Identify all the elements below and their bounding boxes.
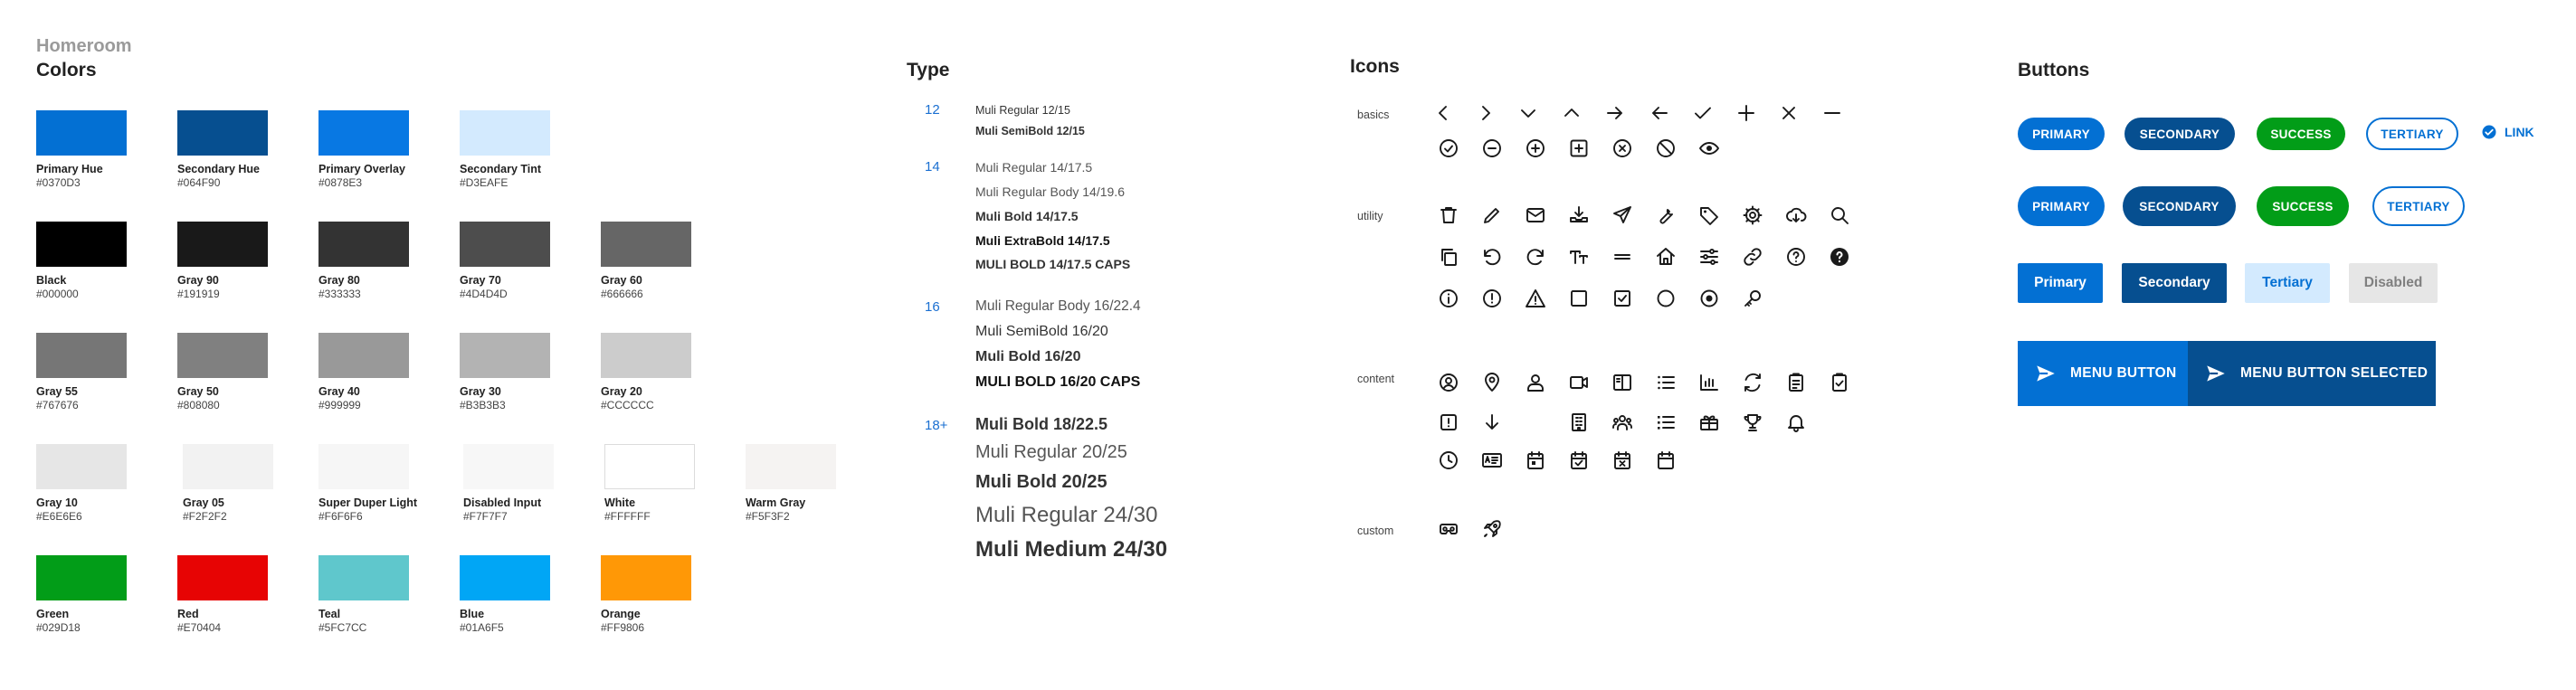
type-sample: Muli Bold 20/25 <box>975 472 1107 492</box>
icon-category-custom: custom <box>1357 525 1394 537</box>
list-icon <box>1655 372 1677 393</box>
color-chip <box>460 555 550 600</box>
clipboard-check-icon <box>1829 372 1850 393</box>
type-sample: Muli Regular 12/15 <box>975 104 1070 117</box>
color-hex: #F2F2F2 <box>183 510 227 523</box>
secondary-button[interactable]: Secondary <box>2122 263 2227 303</box>
color-chip <box>36 444 127 489</box>
plus-icon <box>1735 102 1757 124</box>
tertiary-pill-button[interactable]: TERTIARY <box>2366 118 2458 150</box>
color-name: Gray 80 <box>318 274 360 287</box>
color-chip <box>463 444 554 489</box>
color-name: Primary Hue <box>36 163 103 175</box>
check-icon <box>1692 102 1714 124</box>
pencil-icon <box>1481 204 1503 226</box>
color-hex: #F7F7F7 <box>463 510 508 523</box>
color-swatch <box>746 444 845 523</box>
primary-pill-button[interactable]: PRIMARY <box>2018 118 2105 150</box>
color-hex: #F5F3F2 <box>746 510 790 523</box>
color-hex: #FFFFFF <box>604 510 651 523</box>
colors-heading: Colors <box>36 60 97 80</box>
type-sample: MULI BOLD 16/20 CAPS <box>975 374 1141 390</box>
type-size-label: 18+ <box>925 418 948 433</box>
color-hex: #333333 <box>318 288 361 300</box>
color-name: Black <box>36 274 67 287</box>
success-pill-button[interactable]: SUCCESS <box>2257 118 2345 150</box>
color-chip <box>177 110 268 156</box>
type-sample: Muli SemiBold 16/20 <box>975 324 1108 339</box>
type-size-label: 16 <box>925 299 940 315</box>
color-swatch <box>177 555 277 634</box>
color-hex: #E70404 <box>177 621 222 634</box>
type-sample: Muli Regular 24/30 <box>975 503 1158 527</box>
color-hex: #E6E6E6 <box>36 510 82 523</box>
plus-square-icon <box>1568 137 1590 159</box>
color-chip <box>318 555 409 600</box>
color-hex: #0370D3 <box>36 176 81 189</box>
block-icon <box>1655 137 1677 159</box>
color-hex: #029D18 <box>36 621 81 634</box>
arrow-down-icon <box>1481 411 1503 433</box>
trash-icon <box>1438 204 1459 226</box>
color-name: Gray 05 <box>183 496 224 509</box>
type-sample: Muli Regular 20/25 <box>975 442 1127 462</box>
color-chip <box>460 333 550 378</box>
square-icon <box>1568 288 1590 309</box>
secondary-pill-button-large[interactable]: SECONDARY <box>2123 186 2236 226</box>
color-name: White <box>604 496 636 509</box>
color-swatch <box>36 444 136 523</box>
buttons-heading: Buttons <box>2018 60 2090 80</box>
gift-icon <box>1698 411 1720 433</box>
color-name: Gray 90 <box>177 274 219 287</box>
color-chip <box>318 222 409 267</box>
color-swatch <box>318 110 418 189</box>
sliders-icon <box>1698 246 1720 268</box>
type-sample: Muli Bold 14/17.5 <box>975 209 1079 223</box>
bell-icon <box>1785 411 1807 433</box>
list-bullets-icon <box>1655 411 1677 433</box>
color-hex: #808080 <box>177 399 220 411</box>
menu-button-selected[interactable] <box>2188 341 2436 406</box>
color-hex: #0878E3 <box>318 176 363 189</box>
color-hex: #000000 <box>36 288 79 300</box>
color-name: Super Duper Light <box>318 496 418 509</box>
type-sample: Muli Bold 16/20 <box>975 349 1081 364</box>
gear-icon <box>1742 204 1763 226</box>
color-swatch <box>183 444 282 523</box>
color-chip <box>601 333 691 378</box>
color-chip <box>36 222 127 267</box>
color-swatch <box>318 333 418 411</box>
brand-name: Homeroom <box>36 36 132 56</box>
clipboard-icon <box>1785 372 1807 393</box>
type-size-label: 12 <box>925 102 940 118</box>
color-hex: #B3B3B3 <box>460 399 506 411</box>
close-icon <box>1778 102 1800 124</box>
color-swatch <box>604 444 704 523</box>
success-pill-button-large[interactable]: SUCCESS <box>2257 186 2349 226</box>
tertiary-pill-button-large[interactable]: TERTIARY <box>2372 186 2465 226</box>
color-hex: #5FC7CC <box>318 621 367 634</box>
color-hex: #064F90 <box>177 176 221 189</box>
color-name: Warm Gray <box>746 496 806 509</box>
tag-icon <box>1698 204 1720 226</box>
color-swatch <box>36 333 136 411</box>
color-chip <box>36 333 127 378</box>
arrow-right-icon <box>1604 102 1626 124</box>
color-name: Gray 10 <box>36 496 78 509</box>
color-name: Secondary Tint <box>460 163 542 175</box>
color-name: Teal <box>318 608 341 620</box>
calendar-check-icon <box>1568 449 1590 471</box>
chevron-down-icon <box>1517 102 1539 124</box>
type-sample: Muli Regular Body 16/22.4 <box>975 298 1141 314</box>
color-swatch <box>36 555 136 634</box>
color-swatch <box>177 222 277 300</box>
color-chip <box>318 333 409 378</box>
color-hex: #4D4D4D <box>460 288 508 300</box>
group-icon <box>1611 411 1633 433</box>
link-button-label: LINK <box>2505 125 2534 139</box>
vr-headset-icon <box>1438 518 1459 540</box>
clock-icon <box>1438 449 1459 471</box>
type-sample: Muli Bold 18/22.5 <box>975 415 1108 433</box>
menu-button-label: MENU BUTTON <box>2070 365 2177 381</box>
menu-button[interactable] <box>2018 341 2188 406</box>
color-swatch <box>177 333 277 411</box>
icon-category-utility: utility <box>1357 210 1383 222</box>
color-chip <box>460 222 550 267</box>
icons-heading: Icons <box>1350 56 1400 77</box>
color-name: Secondary Hue <box>177 163 261 175</box>
color-chip <box>177 222 268 267</box>
color-swatch <box>460 555 559 634</box>
equal-icon <box>1611 246 1633 268</box>
color-chip <box>460 110 550 156</box>
menu-button-selected-label: MENU BUTTON SELECTED <box>2240 365 2429 381</box>
color-swatch <box>36 110 136 189</box>
color-swatch <box>601 555 700 634</box>
video-icon <box>1568 372 1590 393</box>
color-swatch <box>460 222 559 300</box>
icon-category-content: content <box>1357 373 1395 385</box>
color-swatch <box>460 110 559 189</box>
plus-circle-icon <box>1525 137 1546 159</box>
color-chip <box>318 444 409 489</box>
radio-icon <box>1698 288 1720 309</box>
type-sample: Muli Regular Body 14/19.6 <box>975 184 1125 199</box>
eye-icon <box>1698 137 1720 159</box>
alert-square-icon <box>1438 411 1459 433</box>
color-chip <box>604 444 695 489</box>
rocket-icon <box>1481 518 1503 540</box>
color-hex: #999999 <box>318 399 361 411</box>
color-swatch <box>460 333 559 411</box>
color-name: Gray 50 <box>177 385 219 398</box>
warning-triangle-icon <box>1525 288 1546 309</box>
color-name: Green <box>36 608 70 620</box>
alert-circle-icon <box>1481 288 1503 309</box>
user-icon <box>1525 372 1546 393</box>
calendar-icon <box>1655 449 1677 471</box>
color-chip <box>746 444 836 489</box>
user-circle-icon <box>1438 372 1459 393</box>
redo-icon <box>1525 246 1546 268</box>
type-sample: Muli SemiBold 12/15 <box>975 125 1085 137</box>
type-sample: Muli ExtraBold 14/17.5 <box>975 233 1110 248</box>
building-icon <box>1568 411 1590 433</box>
bar-chart-icon <box>1698 372 1720 393</box>
check-circle-icon <box>1438 137 1459 159</box>
color-hex: #FF9806 <box>601 621 645 634</box>
color-name: Primary Overlay <box>318 163 405 175</box>
color-chip <box>36 555 127 600</box>
send-icon <box>2204 362 2228 385</box>
color-chip <box>177 555 268 600</box>
book-icon <box>1611 372 1633 393</box>
wrench-icon <box>1655 204 1677 226</box>
color-hex: #666666 <box>601 288 643 300</box>
refresh-icon <box>1742 372 1763 393</box>
color-swatch <box>463 444 563 523</box>
home-icon <box>1655 246 1677 268</box>
close-circle-icon <box>1611 137 1633 159</box>
color-name: Red <box>177 608 199 620</box>
color-hex: #CCCCCC <box>601 399 654 411</box>
arrow-left-icon <box>1649 102 1670 124</box>
cloud-download-icon <box>1785 204 1807 226</box>
color-swatch <box>601 222 700 300</box>
color-chip <box>183 444 273 489</box>
undo-icon <box>1481 246 1503 268</box>
secondary-pill-button[interactable]: SECONDARY <box>2124 118 2235 150</box>
chevron-left-icon <box>1432 102 1454 124</box>
type-sample: Muli Regular 14/17.5 <box>975 160 1093 175</box>
info-circle-icon <box>1438 288 1459 309</box>
minus-icon <box>1821 102 1843 124</box>
color-name: Gray 30 <box>460 385 501 398</box>
color-name: Gray 55 <box>36 385 78 398</box>
type-heading: Type <box>907 60 950 80</box>
color-swatch <box>36 222 136 300</box>
link-icon <box>1742 246 1763 268</box>
mail-icon <box>1525 204 1546 226</box>
type-sample: MULI BOLD 14/17.5 CAPS <box>975 257 1131 271</box>
color-chip <box>601 555 691 600</box>
color-swatch <box>601 333 700 411</box>
icon-category-basics: basics <box>1357 109 1390 121</box>
copy-icon <box>1438 246 1459 268</box>
color-swatch <box>318 555 418 634</box>
color-hex: #191919 <box>177 288 220 300</box>
type-size-label: 14 <box>925 159 940 175</box>
chevron-up-icon <box>1561 102 1583 124</box>
help-filled-icon <box>1829 246 1850 268</box>
text-size-icon <box>1568 246 1590 268</box>
link-button[interactable] <box>2481 124 2534 140</box>
minus-circle-icon <box>1481 137 1503 159</box>
checkbox-icon <box>1611 288 1633 309</box>
color-name: Orange <box>601 608 641 620</box>
circle-icon <box>1655 288 1677 309</box>
color-hex: #01A6F5 <box>460 621 504 634</box>
color-swatch <box>318 444 418 523</box>
color-name: Gray 70 <box>460 274 501 287</box>
search-icon <box>1829 204 1850 226</box>
check-circle-filled-icon <box>2481 124 2497 140</box>
color-name: Gray 40 <box>318 385 360 398</box>
color-chip <box>318 110 409 156</box>
location-pin-icon <box>1481 372 1503 393</box>
color-chip <box>36 110 127 156</box>
download-tray-icon <box>1568 204 1590 226</box>
color-swatch <box>318 222 418 300</box>
primary-button[interactable]: Primary <box>2018 263 2103 303</box>
color-name: Gray 60 <box>601 274 642 287</box>
key-icon <box>1742 288 1763 309</box>
calendar-x-icon <box>1611 449 1633 471</box>
calendar-day-icon <box>1525 449 1546 471</box>
color-swatch <box>177 110 277 189</box>
chevron-right-icon <box>1475 102 1497 124</box>
send-icon <box>2034 362 2058 385</box>
color-chip <box>601 222 691 267</box>
color-name: Disabled Input <box>463 496 542 509</box>
color-name: Blue <box>460 608 485 620</box>
tertiary-button[interactable]: Tertiary <box>2245 263 2330 303</box>
color-chip <box>177 333 268 378</box>
color-hex: #F6F6F6 <box>318 510 363 523</box>
disabled-button: Disabled <box>2349 263 2438 303</box>
trophy-icon <box>1742 411 1763 433</box>
color-name: Gray 20 <box>601 385 642 398</box>
id-card-icon <box>1481 449 1503 471</box>
color-hex: #767676 <box>36 399 79 411</box>
color-hex: #D3EAFE <box>460 176 509 189</box>
send-icon <box>1611 204 1633 226</box>
help-circle-icon <box>1785 246 1807 268</box>
primary-pill-button-large[interactable]: PRIMARY <box>2018 186 2105 226</box>
type-sample: Muli Medium 24/30 <box>975 537 1168 562</box>
